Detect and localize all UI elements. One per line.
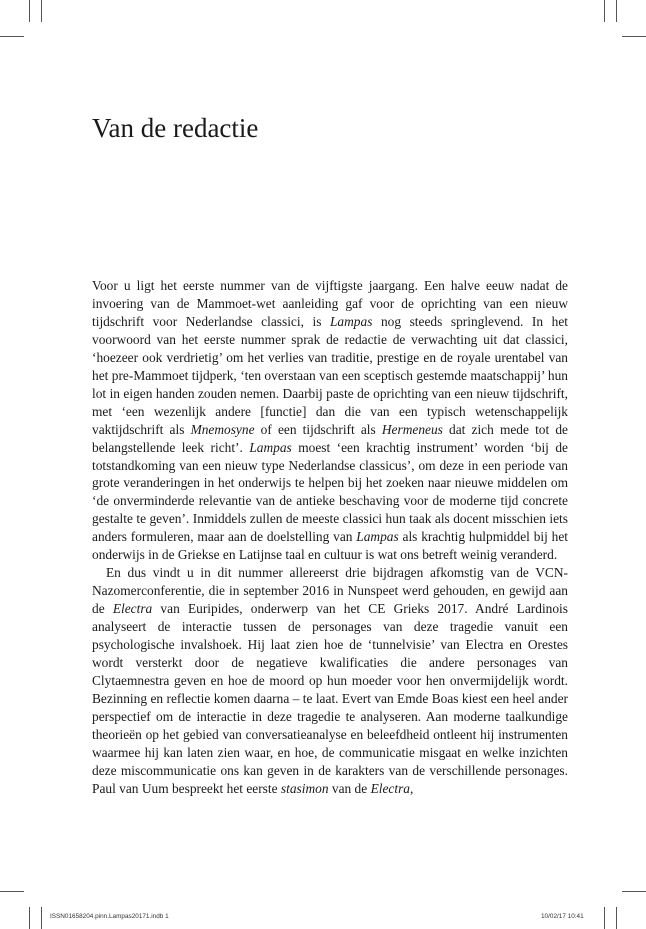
text-run: En dus vindt u in dit nummer allereerst drie bijdragen afkomstig van de VCN-Nazomerconferentie, die in september 2016 in Nunspeet werd gehouden, en gewijd aan de <box>92 565 568 617</box>
crop-mark <box>616 0 617 22</box>
crop-mark <box>616 907 617 929</box>
text-run: nog steeds springlevend. In het voorwoord van het eerste nummer sprak de redactie de verwachting uit dat classici, ‘hoezeer ook verdrietig’ om het verlies van traditie, prestige en de royale urentabel van het pre-Mammoet tijdperk, ‘ten overstaan van een sceptisch gestemde maatschappij’ hun lot in eigen handen zouden nemen. Daarbij paste de oprichting van een nieuw tijdschrift, met ‘een wezenlijk andere [functie] dan die van een typisch wetenschappelijk vaktijdschrift als <box>92 313 568 437</box>
body-text <box>92 277 568 798</box>
italic-text: Lampas <box>329 313 373 329</box>
crop-mark <box>604 907 605 929</box>
crop-mark <box>0 891 24 892</box>
text-run: dat zich mede tot de belangstellende leek richt’. <box>92 421 568 455</box>
paragraph-1 <box>92 277 568 564</box>
text-run: als krachtig hulpmiddel bij het onderwijs in de Griekse en Latijnse taal en cultuur is wat ons betreft weinig veranderd. <box>92 529 569 563</box>
italic-text: Hermeneus <box>381 421 443 437</box>
crop-mark <box>41 0 42 22</box>
text-run: van de <box>328 780 371 796</box>
print-slug-date: 10/02/17 10:41 <box>541 913 584 920</box>
print-slug-file: ISSN01658204.pinn.Lampas20171.indb 1 <box>50 913 169 920</box>
text-run: of een tijdschrift als <box>254 421 382 437</box>
text-run: moest ‘een krachtig instrument’ worden ‘bij de totstandkoming van een nieuw type Nederlandse classicus’, om deze in een periode van grote veranderingen in het onderwijs te helpen bij het zoeken naar nieuwe middelen om ‘de onverminderde relevantie van de antieke beschaving voor de moderne tijd concrete gestalte te geven’. Inmiddels zullen de meeste classici hun taak als docent misschien iets anders formuleren, maar aan de doelstelling van <box>92 439 569 545</box>
crop-mark <box>604 0 605 22</box>
crop-mark <box>29 907 30 929</box>
crop-mark <box>29 0 30 22</box>
italic-text: Electra <box>370 780 410 796</box>
crop-mark <box>0 36 24 37</box>
italic-text: Lampas <box>356 529 399 545</box>
italic-text: Mnemosyne <box>190 421 255 437</box>
text-run: Voor u ligt het eerste nummer van de vijftigste jaargang. Een halve eeuw nadat de invoering van de Mammoet-wet aanleiding gaf voor de oprichting van een nieuw tijdschrift voor Nederlandse classici, is <box>92 278 568 329</box>
crop-mark <box>622 36 646 37</box>
page-title: Van de redactie <box>92 113 259 143</box>
italic-text: Electra <box>112 601 153 617</box>
paragraph-2 <box>92 564 568 797</box>
italic-text: Lampas <box>249 439 292 455</box>
crop-mark <box>41 907 42 929</box>
text-run: , <box>409 780 414 796</box>
italic-text: stasimon <box>280 780 329 796</box>
crop-mark <box>622 891 646 892</box>
text-run: van Euripides, onderwerp van het CE Grieks 2017. André Lardinois analyseert de interactie tussen de personages van deze tragedie vanuit een psychologische invalshoek. Hij laat zien hoe de ‘tunnelvisie’ van Electra en Orestes wordt versterkt door de negatieve kwalificaties die andere personages van Clytaemnestra geven en hoe de moord op hun moeder voor hen onvermijdelijk wordt. Bezinning en reflectie komen daarna – te laat. Evert van Emde Boas kiest een heel ander perspectief om de interactie in deze tragedie te analyseren. Aan moderne taalkundige theorieën op het gebied van conversatieanalyse en beleefdheid ontleent hij instrumenten waarmee hij kan laten zien waar, en hoe, de communicatie misgaat en welke inzichten deze miscommunicatie ons kan geven in de karakters van de verschillende personages. Paul van Uum bespreekt het eerste <box>92 601 568 796</box>
